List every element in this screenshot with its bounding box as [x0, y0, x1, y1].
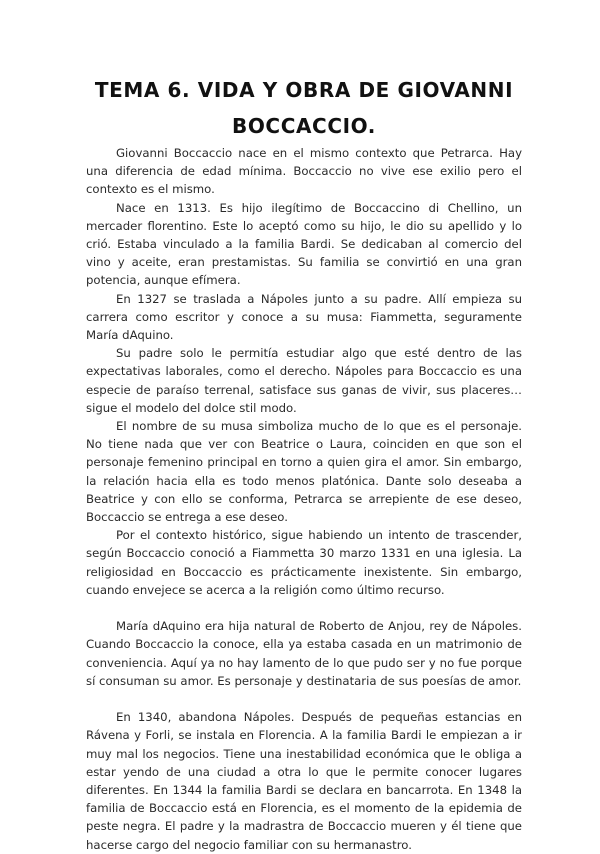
- paragraph-maria: María dAquino era hija natural de Roberto de Anjou, rey de Nápoles. Cuando Boccaccio la conoce, ella ya estaba casada en un matrimonio de conveniencia. Aquí ya no hay lamento de lo que pudo ser y no fue porque sí consuman su amor. Es personaje y destinataria de sus poesías de amor.: [86, 619, 522, 688]
- paragraph-context: Por el contexto histórico, sigue habiendo un intento de trascender, según Boccaccio conoció a Fiammetta 30 marzo 1331 en una iglesia. La religiosidad en Boccaccio es prácticamente inexistente. Sin embargo, cuando envejece se acerca a la religión como último recurso.: [86, 528, 522, 597]
- paragraph-florence: En 1340, abandona Nápoles. Después de pequeñas estancias en Rávena y Forli, se instala en Florencia. A la familia Bardi le empiezan a ir muy mal los negocios. Tiene una inestabilidad económica que le obliga a estar yendo de una ciudad a otra lo que le permite conocer lugares diferentes. En 1344 la familia Bardi se declara en bancarrota. En 1348 la familia de Boccaccio está en Florencia, es el momento de la epidemia de peste negra. El padre y la madrastra de Boccaccio mueren y él tiene que hacerse cargo del negocio familiar con su hermanastro.: [86, 710, 522, 852]
- page-title: TEMA 6. VIDA Y OBRA DE GIOVANNI BOCCACCIO.: [94, 78, 514, 138]
- paragraph-muse: El nombre de su musa simboliza mucho de lo que es el personaje. No tiene nada que ver con Beatrice o Laura, coinciden en que son el personaje femenino principal en torno a quien gira el amor. Sin embargo, la relación hacia ella es todo menos platónica. Dante solo deseaba a Beatrice y con ello se conforma, Petrarca se arrepiente de ese deseo, Boccaccio se entrega a ese deseo.: [86, 419, 522, 525]
- paragraph-intro: Giovanni Boccaccio nace en el mismo contexto que Petrarca. Hay una diferencia de edad mínima. Boccaccio no vive ese exilio pero el contexto es el mismo.: [86, 146, 522, 197]
- paragraph-naples: En 1327 se traslada a Nápoles junto a su padre. Allí empieza su carrera como escritor y conoce a su musa: Fiammetta, seguramente María dAquino.: [86, 291, 522, 343]
- paragraph-studies: Su padre solo le permitía estudiar algo que esté dentro de las expectativas laborales, como el derecho. Nápoles para Boccaccio es una especie de paraíso terrenal, satisface sus ganas de vivir, sus placeres… sigue el modelo del dolce stil modo.: [86, 346, 522, 415]
- document-page: [86, 70, 522, 854]
- paragraph-birth: Nace en 1313. Es hijo ilegítimo de Boccaccino di Chellino, un mercader florentino. Este lo aceptó como su hijo, le dio su apellido y lo crió. Estaba vinculado a la familia Bardi. Se dedicaban al comercio del vino y aceite, eran prestamistas. Su familia se convirtió en una gran potencia, aunque efímera.: [86, 200, 522, 288]
